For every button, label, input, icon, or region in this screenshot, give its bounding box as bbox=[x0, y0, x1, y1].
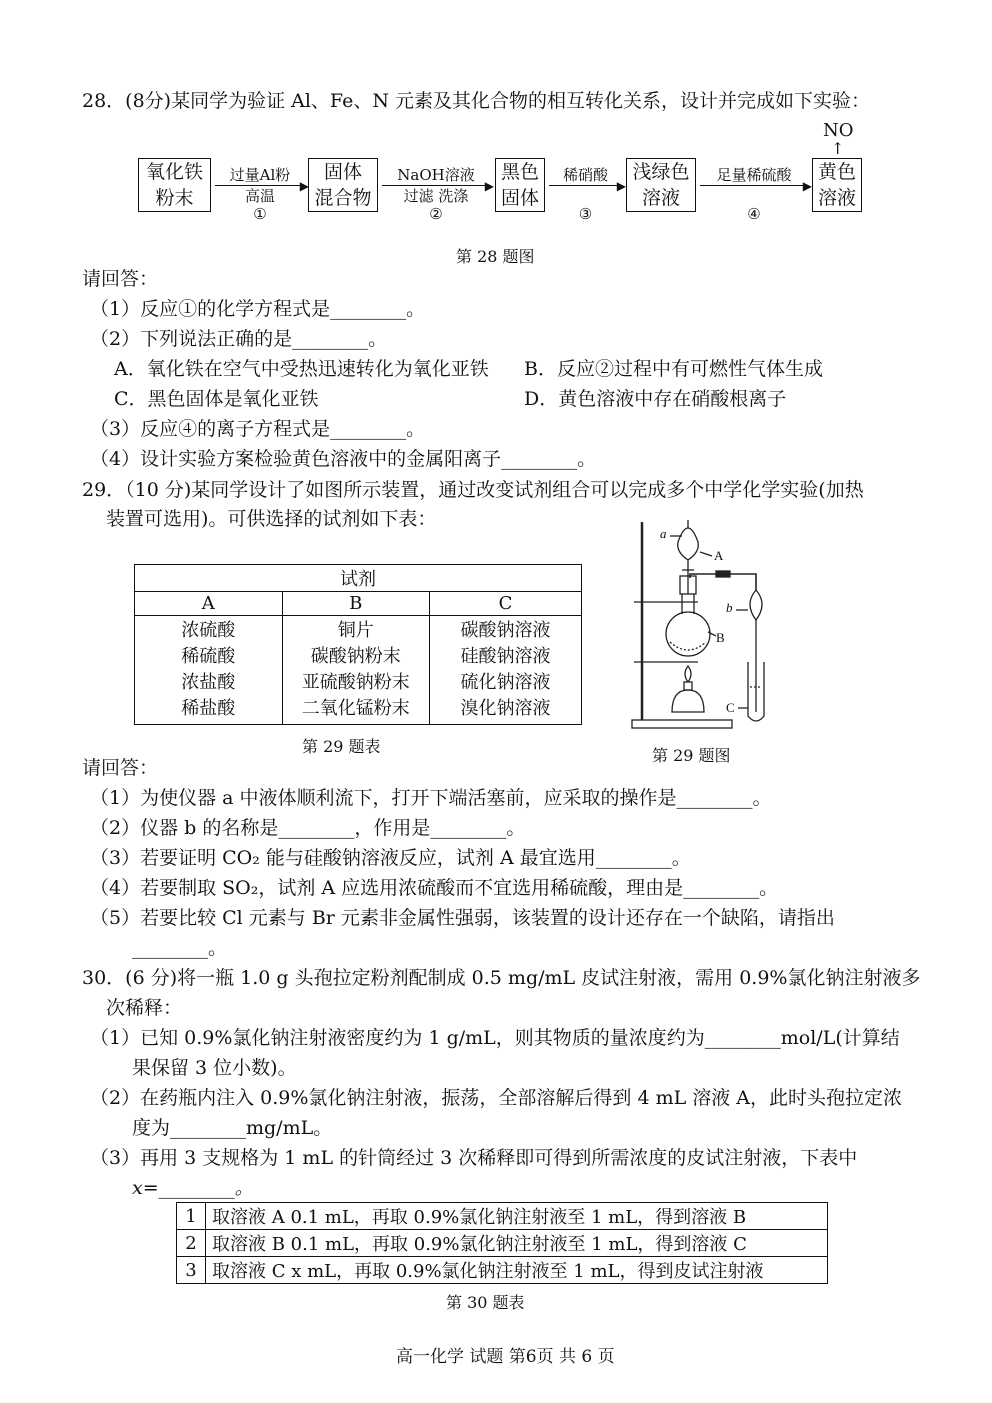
step-number: 3 bbox=[177, 1257, 206, 1284]
q29-sub3: （3）若要证明 CO₂ 能与硅酸钠溶液反应，试剂 A 最宜选用________。 bbox=[90, 847, 691, 869]
q30-title-line2: 次稀释： bbox=[106, 997, 183, 1019]
q29-table-caption: 第 29 题表 bbox=[302, 737, 381, 756]
step-number: 2 bbox=[177, 1230, 206, 1257]
step-text: 取溶液 C x mL，再取 0.9%氯化钠注射液至 1 mL，得到皮试注射液 bbox=[206, 1257, 828, 1284]
step-text: 取溶液 B 0.1 mL，再取 0.9%氯化钠注射液至 1 mL，得到溶液 C bbox=[206, 1230, 828, 1257]
flow-arrow-1: 过量Al粉 ▶ 高温 ① bbox=[213, 166, 307, 223]
no-gas-label: NO bbox=[823, 120, 854, 141]
q29-table-header: 试剂 bbox=[135, 565, 582, 592]
table-row bbox=[177, 1230, 828, 1257]
q29-sub4: （4）若要制取 SO₂，试剂 A 应选用浓硫酸而不宜选用稀硫酸，理由是________。 bbox=[90, 877, 779, 899]
q29-reagent-table bbox=[134, 564, 582, 725]
q28-sub2: （2）下列说法正确的是________。 bbox=[90, 328, 388, 350]
q28-sub4: （4）设计实验方案检验黄色溶液中的金属阳离子________。 bbox=[90, 448, 597, 470]
label-B: B bbox=[716, 630, 725, 645]
q29-sub5-line2: ________。 bbox=[132, 937, 228, 959]
flow-box-light-green-solution: 浅绿色 溶液 bbox=[626, 158, 696, 212]
q28-sub1: （1）反应①的化学方程式是________。 bbox=[90, 298, 426, 320]
q29-col-c: C bbox=[430, 592, 582, 616]
q29-sub1: （1）为使仪器 a 中液体顺利流下，打开下端活塞前，应采取的操作是________。 bbox=[90, 787, 772, 809]
label-C: C bbox=[726, 700, 735, 715]
q28-ask: 请回答： bbox=[82, 268, 159, 290]
no-gas-arrow: ↑ bbox=[831, 139, 845, 158]
q29-sub2: （2）仪器 b 的名称是________，作用是________。 bbox=[90, 817, 526, 839]
q30-table-caption: 第 30 题表 bbox=[446, 1293, 525, 1312]
table-row bbox=[177, 1203, 828, 1230]
q29-table-cell-b: 铜片 碳酸钠粉末 亚硫酸钠粉末 二氧化锰粉末 bbox=[282, 616, 430, 725]
q30-title-line1: 30．(6 分)将一瓶 1.0 g 头孢拉定粉剂配制成 0.5 mg/mL 皮试注射液，需用 0.9%氯化钠注射液多 bbox=[82, 967, 921, 989]
q29-figure-caption: 第 29 题图 bbox=[652, 746, 731, 765]
q30-sub3-line1: （3）再用 3 支规格为 1 mL 的针筒经过 3 次稀释即可得到所需浓度的皮试注射液，下表中 bbox=[90, 1147, 858, 1169]
q28-option-a: A．氧化铁在空气中受热迅速转化为氧化亚铁 bbox=[114, 358, 489, 380]
q30-sub1-line2: 果保留 3 位小数)。 bbox=[132, 1057, 297, 1079]
q28-option-c: C．黑色固体是氧化亚铁 bbox=[114, 388, 319, 410]
q28-title: 28．(8分)某同学为验证 Al、Fe、N 元素及其化合物的相互转化关系，设计并完成如下实验： bbox=[82, 90, 870, 112]
q28-option-b: B．反应②过程中有可燃性气体生成 bbox=[524, 358, 823, 380]
label-A: A bbox=[714, 548, 724, 563]
q29-title-line1: 29．（10 分)某同学设计了如图所示装置，通过改变试剂组合可以完成多个中学化学实验(加热 bbox=[82, 479, 864, 501]
q29-table-cell-c: 碳酸钠溶液 硅酸钠溶液 硫化钠溶液 溴化钠溶液 bbox=[430, 616, 582, 725]
q29-table-cell-a: 浓硫酸 稀硫酸 浓盐酸 稀盐酸 bbox=[135, 616, 283, 725]
step-number: 1 bbox=[177, 1203, 206, 1230]
page-footer: 高一化学 试题 第6页 共 6 页 bbox=[396, 1347, 615, 1367]
q29-ask: 请回答： bbox=[82, 757, 159, 779]
q30-sub1-line1: （1）已知 0.9%氯化钠注射液密度约为 1 g/mL，则其物质的量浓度约为________mol/L(计算结 bbox=[90, 1027, 900, 1049]
q29-sub5-line1: （5）若要比较 Cl 元素与 Br 元素非金属性强弱，该装置的设计还存在一个缺陷，请指出 bbox=[90, 907, 835, 929]
label-b: b bbox=[726, 600, 733, 615]
flow-arrow-3: 稀硝酸 ▶ ③ bbox=[547, 166, 624, 223]
q30-sub2-line2: 度为________mg/mL。 bbox=[132, 1117, 333, 1139]
q30-sub3-line2: x=________。 bbox=[132, 1177, 254, 1199]
q29-col-b: B bbox=[282, 592, 430, 616]
alcohol-lamp bbox=[672, 690, 704, 712]
q29-col-a: A bbox=[135, 592, 283, 616]
flow-arrow-4: 足量稀硫酸 ▶ ④ bbox=[698, 166, 810, 223]
q29-apparatus-figure bbox=[628, 512, 778, 734]
q30-sub2-line1: （2）在药瓶内注入 0.9%氯化钠注射液，振荡，全部溶解后得到 4 mL 溶液 A，此时头孢拉定浓 bbox=[90, 1087, 903, 1109]
step-text: 取溶液 A 0.1 mL，再取 0.9%氯化钠注射液至 1 mL，得到溶液 B bbox=[206, 1203, 828, 1230]
flow-box-black-solid: 黑色 固体 bbox=[495, 158, 545, 212]
q29-title-line2: 装置可选用)。可供选择的试剂如下表： bbox=[106, 508, 437, 530]
stand-base bbox=[632, 720, 732, 728]
separatory-funnel-a bbox=[678, 528, 699, 560]
table-row bbox=[177, 1257, 828, 1284]
q30-dilution-table bbox=[176, 1202, 828, 1284]
flow-box-yellow-solution: 黄色 溶液 bbox=[812, 158, 862, 212]
label-a: a bbox=[660, 526, 667, 541]
flame bbox=[685, 666, 691, 682]
q28-sub3: （3）反应④的离子方程式是________。 bbox=[90, 418, 426, 440]
flow-arrow-2: NaOH溶液 ▶ 过滤 洗涤 ② bbox=[380, 166, 492, 223]
funnel-b bbox=[750, 590, 762, 620]
flow-box-iron-oxide: 氧化铁 粉末 bbox=[138, 158, 211, 212]
q28-option-d: D．黄色溶液中存在硝酸根离子 bbox=[524, 388, 787, 410]
q28-figure-caption: 第 28 题图 bbox=[456, 247, 535, 266]
flow-box-solid-mixture: 固体 混合物 bbox=[308, 158, 378, 212]
